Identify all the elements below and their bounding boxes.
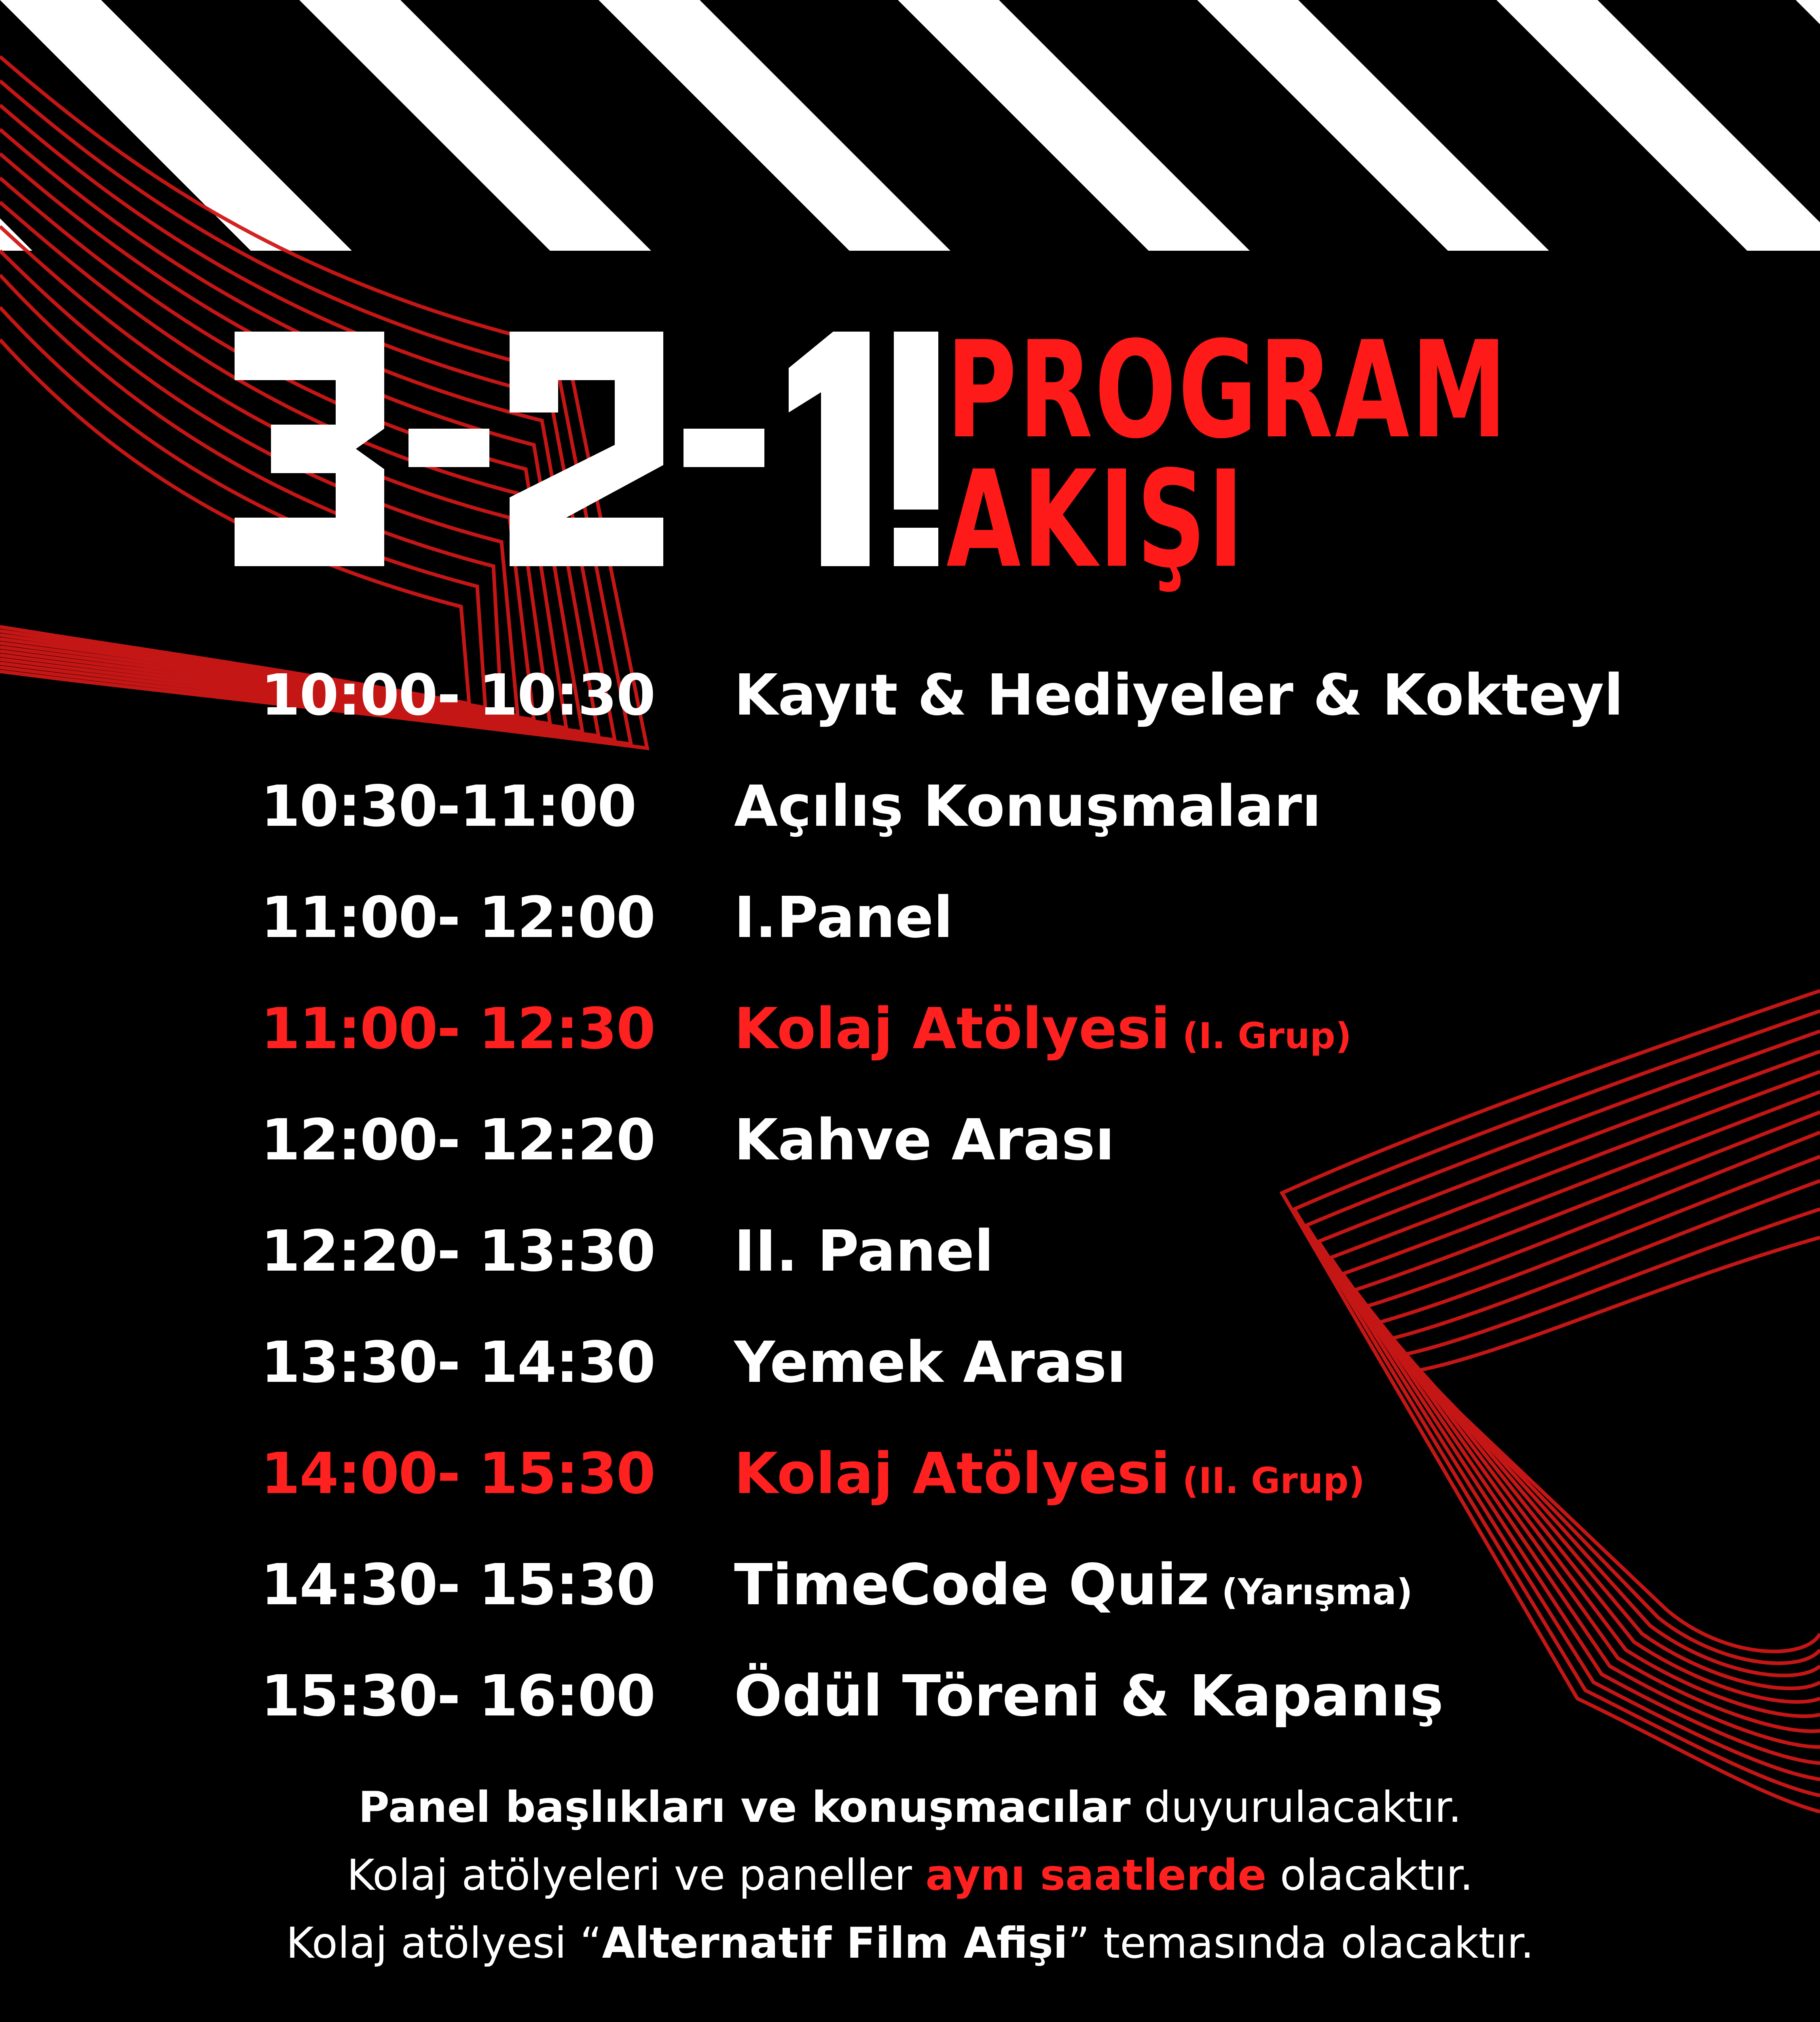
schedule-activity: TimeCode Quiz <box>734 1552 1210 1618</box>
schedule-time: 14:30- 15:30 <box>261 1552 655 1618</box>
schedule-activity: Kayıt & Hediyeler & Kokteyl <box>734 662 1623 728</box>
footnote-line-3 <box>0 1909 1820 1977</box>
countdown-title <box>226 307 946 590</box>
footnote-text: duyurulacaktır. <box>1130 1783 1462 1832</box>
title-program: PROGRAM <box>946 313 1509 468</box>
schedule-activity: Kahve Arası <box>734 1107 1115 1173</box>
schedule-activity-wrap <box>734 1436 1365 1519</box>
schedule-activity: I.Panel <box>734 885 953 951</box>
schedule-time: 10:00- 10:30 <box>261 662 655 728</box>
footnote-line-1 <box>0 1773 1820 1841</box>
footnote-text: Kolaj atölyeleri ve paneller <box>347 1851 926 1900</box>
schedule-activity: Kolaj Atölyesi <box>734 1441 1170 1507</box>
footnote-highlight: aynı saatlerde <box>925 1851 1267 1900</box>
footnote-line-2 <box>0 1841 1820 1909</box>
title-akisi: AKIŞI <box>946 442 1246 597</box>
footnotes <box>0 1773 1820 1977</box>
schedule-activity: Yemek Arası <box>734 1330 1126 1396</box>
schedule-time: 12:00- 12:20 <box>261 1107 655 1173</box>
schedule-activity: II. Panel <box>734 1218 994 1284</box>
schedule-activity-wrap <box>734 991 1352 1074</box>
schedule-time: 15:30- 16:00 <box>261 1663 655 1729</box>
footnote-text: ” temasında olacaktır. <box>1068 1918 1534 1968</box>
schedule-activity-wrap <box>734 1547 1413 1631</box>
footnote-bold: Panel başlıkları ve konuşmacılar <box>358 1783 1131 1832</box>
schedule-time: 14:00- 15:30 <box>261 1441 655 1507</box>
schedule-time: 11:00- 12:00 <box>261 885 655 951</box>
schedule-note: (I. Grup) <box>1182 1015 1352 1057</box>
footnote-text: olacaktır. <box>1266 1851 1473 1900</box>
schedule-activity: Açılış Konuşmaları <box>734 774 1322 840</box>
schedule-activity: Ödül Töreni & Kapanış <box>734 1663 1444 1729</box>
schedule-time: 12:20- 13:30 <box>261 1218 655 1284</box>
schedule-note: (II. Grup) <box>1182 1460 1365 1502</box>
schedule-time: 11:00- 12:30 <box>261 996 655 1062</box>
footnote-bold: Alternatif Film Afişi <box>602 1918 1068 1968</box>
schedule-time: 13:30- 14:30 <box>261 1330 655 1396</box>
footnote-text: Kolaj atölyesi “ <box>286 1918 602 1968</box>
schedule-activity: Kolaj Atölyesi <box>734 996 1170 1062</box>
schedule-note: (Yarışma) <box>1221 1571 1413 1613</box>
schedule-time: 10:30-11:00 <box>261 774 636 840</box>
countdown-text: 3-2-1! <box>226 307 228 308</box>
